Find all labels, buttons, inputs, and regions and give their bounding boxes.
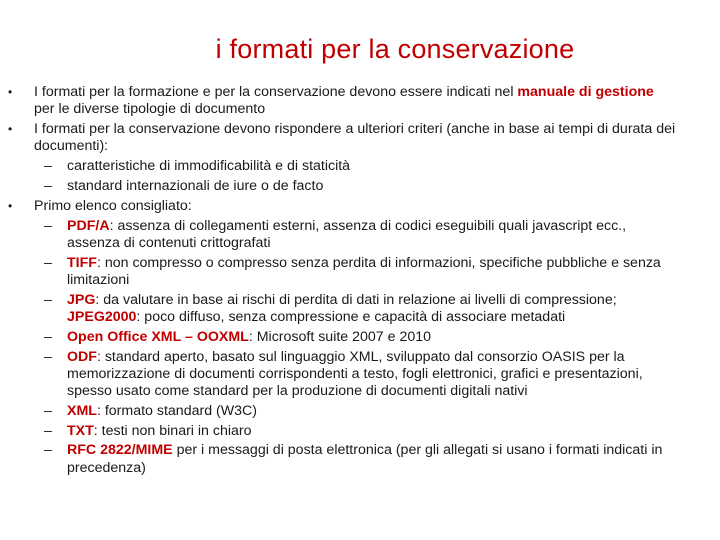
bullet-item	[0, 198, 720, 215]
bullet-item	[0, 121, 720, 155]
bullet-text: per le diverse tipologie di documento	[34, 101, 266, 118]
format-keyword: JPEG2000	[67, 309, 137, 325]
dash-marker: –	[44, 177, 52, 194]
format-item-txt	[0, 423, 720, 440]
dash-marker: –	[44, 348, 52, 365]
format-item-jpg	[0, 292, 720, 326]
format-keyword: Open Office XML – OOXML	[67, 328, 249, 345]
format-description: : non compresso o compresso senza perdita di informazioni, specifiche pubbliche e senza limitazioni	[67, 254, 661, 288]
bullet-dot: •	[8, 199, 13, 213]
bullet-text: Primo elenco consigliato:	[34, 198, 192, 214]
format-description: per i messaggi di posta elettronica (per gli allegati si usano i formati indicati in precedenza)	[67, 442, 663, 476]
dash-marker: –	[44, 442, 52, 459]
dash-marker: –	[44, 217, 52, 234]
slide-body	[0, 84, 720, 477]
bullet-text: I formati per la conservazione devono rispondere a ulteriori criteri (anche in base ai tempi di durata dei documenti):	[34, 121, 676, 155]
sub-bullet-item	[0, 178, 720, 195]
bullet-text: I formati per la formazione e per la conservazione devono essere indicati nel	[34, 84, 518, 100]
format-item-odf	[0, 349, 720, 401]
bullet-item	[0, 84, 720, 118]
format-keyword: ODF	[67, 348, 97, 365]
dash-marker: –	[44, 158, 52, 174]
format-item-tiff	[0, 255, 720, 289]
format-description: : formato standard (W3C)	[96, 402, 258, 419]
dash-marker: –	[44, 328, 52, 345]
format-item-pdfa	[0, 218, 720, 252]
format-item-xml	[0, 403, 720, 420]
format-description: : da valutare in base ai rischi di perdita di dati in relazione ai livelli di compressione;	[95, 291, 617, 308]
format-description: : assenza di collegamenti esterni, assenza di codici eseguibili quali javascript ecc., assenza di contenuti crittografati	[67, 217, 627, 251]
bullet-dot: •	[8, 85, 13, 99]
format-description: : testi non binari in chiaro	[93, 422, 252, 439]
slide-title: i formati per la conservazione	[215, 34, 575, 64]
sub-bullet-item	[0, 158, 720, 175]
bullet-dot: •	[8, 122, 13, 136]
format-item-ooxml	[0, 329, 720, 346]
dash-marker: –	[44, 254, 52, 271]
format-description: : Microsoft suite 2007 e 2010	[248, 328, 432, 345]
format-keyword: PDF/A	[67, 217, 110, 234]
sub-bullet-text: standard internazionali de iure o de facto	[67, 177, 324, 194]
format-keyword: RFC 2822/MIME	[67, 442, 173, 459]
dash-marker: –	[44, 291, 52, 308]
bullet-keyword: manuale di gestione	[517, 84, 654, 100]
format-keyword: JPG	[67, 291, 96, 308]
sub-bullet-text: caratteristiche di immodificabilità e di staticità	[67, 158, 351, 174]
format-description: : poco diffuso, senza compressione e capacità di associare metadati	[136, 309, 566, 325]
dash-marker: –	[44, 422, 52, 439]
format-keyword: XML	[67, 402, 97, 419]
format-keyword: TXT	[67, 422, 94, 439]
format-keyword: TIFF	[67, 254, 97, 271]
dash-marker: –	[44, 402, 52, 419]
format-item-rfc2822	[0, 442, 720, 476]
format-description: : standard aperto, basato sul linguaggio XML, sviluppato dal consorzio OASIS per la memorizzazione di documenti corrispondenti a testo, fogli elettronici, grafici e presentazioni, spesso usato come standard per la produzione di documenti digitali nativi	[67, 348, 643, 399]
